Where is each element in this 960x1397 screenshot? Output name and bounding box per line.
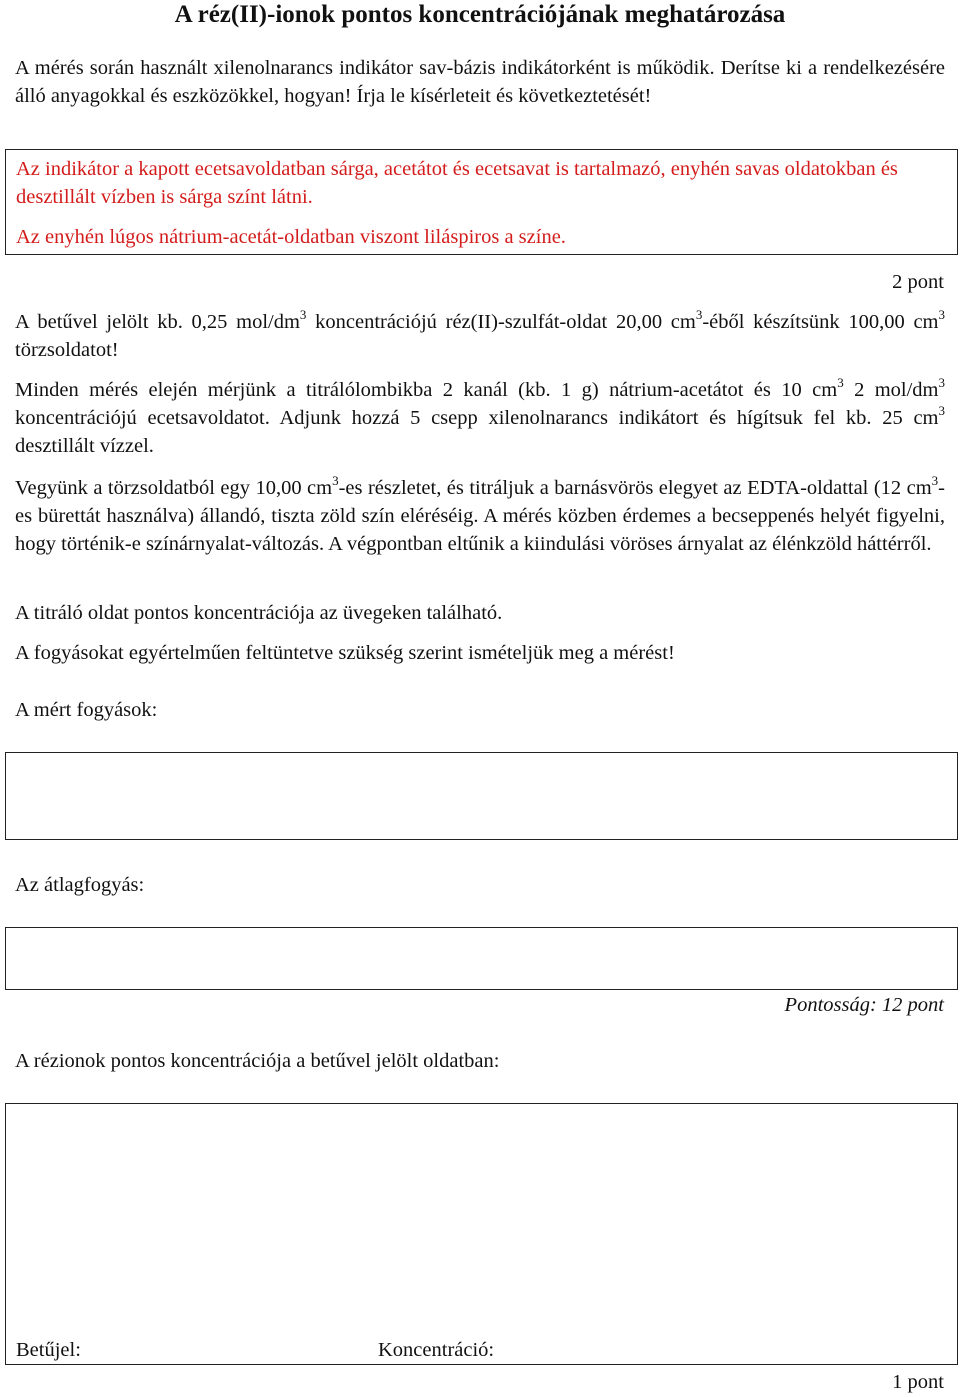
average-volume-label: Az átlagfogyás: (15, 874, 145, 896)
intro-task: A mérés során használt xilenolnarancs indikátor sav-bázis indikátorként is működik. Derítse ki a rendelkezésére álló anyagokkal és eszközökkel, hogyan! Írja le kísérleteit és következtetését! (15, 57, 945, 107)
result-label: A rézionok pontos koncentrációja a betűvel jelölt oldatban: (15, 1050, 500, 1072)
result-field[interactable] (5, 1103, 958, 1365)
titration-instruction: Vegyünk a törzsoldatból egy 10,00 $cm^3-es$ részletet, és titráljuk a barnásvörös elegyet az EDTA-oldattal (12 $cm^3-es$ bürettát használva) állandó, tiszta zöld szín eléréséig. A mérés közben érdemes a becseppenés helyét figyelni, hogy történik-e színárnyalat-változás. A végpontban eltűnik a kiindulási vöröses árnyalat az élénkzöld háttérről. (15, 473, 945, 555)
page-title: A réz(II)-ionok pontos koncentrációjának meghatározása (174, 1, 786, 28)
preparation-instruction: A betűvel jelölt kb. 0,25 mol/$dm^3$ koncentrációjú réz(II)-szulfát-oldat 20,00 $cm^3$-éből készítsünk 100,00 $cm^3$ törzsoldatot! (15, 307, 945, 361)
measured-volumes-field[interactable] (5, 752, 958, 840)
points-label-1: 2 pont (892, 271, 944, 293)
answer-text-2: Az enyhén lúgos nátrium-acetát-oldatban viszont liláspiros a színe. (16, 226, 566, 248)
repeat-note: A fogyásokat egyértelműen feltüntetve szükség szerint ismételjük meg a mérést! (15, 642, 675, 664)
answer-box (5, 149, 958, 255)
points-label-2: 1 pont (892, 1371, 944, 1393)
letter-label: Betűjel: (16, 1339, 81, 1361)
concentration-label: Koncentráció: (378, 1339, 495, 1361)
concentration-note: A titráló oldat pontos koncentrációja az üvegeken található. (15, 602, 503, 624)
answer-text-1: Az indikátor a kapott ecetsavoldatban sárga, acetátot és ecetsavat is tartalmazó, enyhén savas oldatokban és desztillált vízben is sárga színt látni. (16, 158, 898, 208)
measured-volumes-label: A mért fogyások: (15, 699, 158, 721)
average-volume-field[interactable] (5, 927, 958, 990)
setup-instruction: Minden mérés elején mérjünk a titrálólombikba 2 kanál (kb. 1 g) nátrium-acetátot és 10 $cm^3$ 2 mol/$dm^3$ koncentrációjú ecetsavoldatot. Adjunk hozzá 5 csepp xilenolnarancs indikátort és hígítsuk fel kb. 25 $cm^3$ desztillált vízzel. (15, 375, 945, 457)
precision-points: Pontosság: 12 pont (784, 994, 944, 1016)
